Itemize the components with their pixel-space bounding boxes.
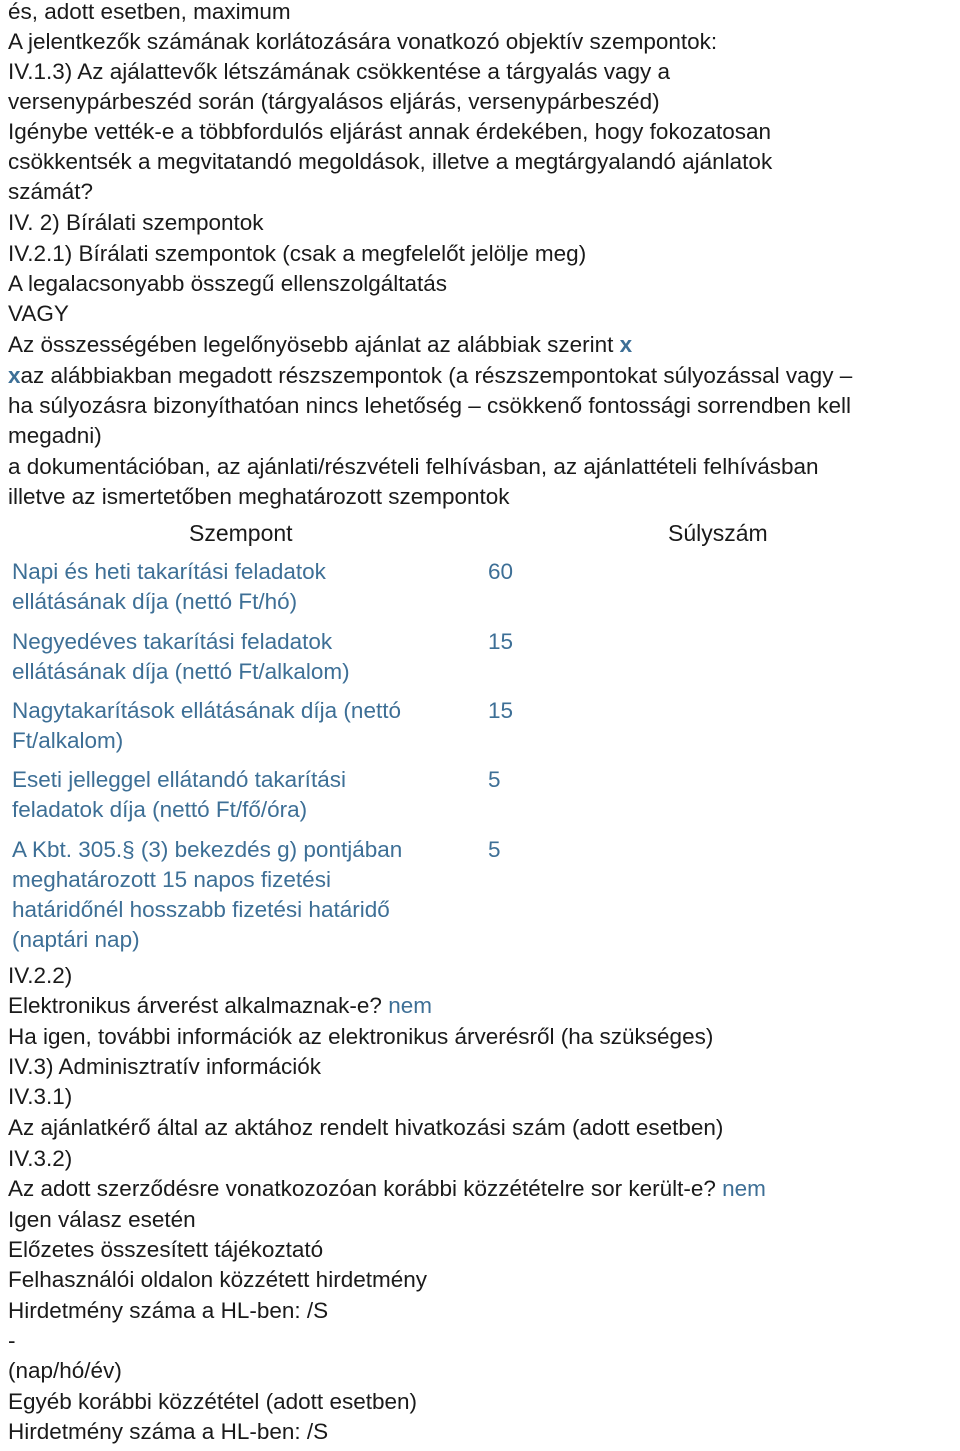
section-heading-iv-2: IV. 2) Bírálati szempontok xyxy=(8,210,264,235)
selected-mark: x xyxy=(8,363,21,388)
text-line: a dokumentációban, az ajánlati/részvételi felhívásban, az ajánlattételi felhívásban xyxy=(8,454,819,479)
criterion-cell: Eseti jelleggel ellátandó takarítási feladatok díja (nettó Ft/fő/óra) xyxy=(12,767,346,822)
section-heading-iv-1-3: IV.1.3) Az ajálattevők létszámának csökkentése a tárgyalás vagy a xyxy=(8,59,671,84)
criterion-cell: Negyedéves takarítási feladatok ellátásának díja (nettó Ft/alkalom) xyxy=(12,629,350,684)
prior-publication-question xyxy=(8,1174,766,1204)
text-line: (nap/hó/év) xyxy=(8,1358,122,1383)
prior-publication-answer: nem xyxy=(722,1176,766,1201)
auction-question xyxy=(8,991,432,1021)
auction-info: Ha igen, további információk az elektronikus árverésről (ha szükséges) xyxy=(8,1024,714,1049)
text-line: Igénybe vették-e a többfordulós eljárást annak érdekében, hogy fokozatosan xyxy=(8,119,772,144)
auction-answer: nem xyxy=(388,993,432,1018)
text-line: illetve az ismertetőben meghatározott szempontok xyxy=(8,484,510,509)
text-line: ha súlyozásra bizonyíthatóan nincs lehetőség – csökkenő fontossági sorrendben kell xyxy=(8,393,852,418)
weight-column-header: Súlyszám xyxy=(668,520,768,546)
lowest-price-option: A legalacsonyabb összegű ellenszolgáltatás xyxy=(8,271,448,296)
text-line: versenypárbeszéd során (tárgyalásos eljárás, versenypárbeszéd) xyxy=(8,89,660,114)
criterion-cell: Napi és heti takarítási feladatok ellátásának díja (nettó Ft/hó) xyxy=(12,559,326,614)
criterion-cell: Nagytakarítások ellátásának díja (nettó Ft/alkalom) xyxy=(12,698,401,753)
weight-cell: 5 xyxy=(488,767,501,792)
text-line: Felhasználói oldalon közzétett hirdetmény xyxy=(8,1267,427,1292)
section-heading-iv-2-1: IV.2.1) Bírálati szempontok (csak a megfelelőt jelölje meg) xyxy=(8,241,587,266)
text-line: Egyéb korábbi közzététel (adott esetben) xyxy=(8,1389,417,1414)
text-line: számát? xyxy=(8,179,94,204)
reference-number-label: Az ajánlatkérő által az aktához rendelt hivatkozási szám (adott esetben) xyxy=(8,1115,724,1140)
section-heading-iv-3-2: IV.3.2) xyxy=(8,1146,73,1171)
best-value-label: Az összességében legelőnyösebb ajánlat az alábbiak szerint xyxy=(8,332,614,357)
subcriteria-label: az alábbiakban megadott részszempontok (a részszempontokat súlyozással vagy – xyxy=(20,363,853,388)
weight-cell: 15 xyxy=(488,698,514,723)
weight-cell: 5 xyxy=(488,837,501,862)
criterion-column-header: Szempont xyxy=(189,520,293,546)
text-line: és, adott esetben, maximum xyxy=(8,0,291,24)
or-separator: VAGY xyxy=(8,301,69,326)
prior-publication-label: Az adott szerződésre vonatkozozóan korábbi közzétételre sor került-e? xyxy=(8,1176,716,1201)
subcriteria-option xyxy=(8,361,852,391)
text-line: Előzetes összesített tájékoztató xyxy=(8,1237,324,1262)
auction-question-label: Elektronikus árverést alkalmaznak-e? xyxy=(8,993,382,1018)
text-line: Hirdetmény száma a HL-ben: /S xyxy=(8,1419,329,1444)
section-heading-iv-2-2: IV.2.2) xyxy=(8,963,73,988)
weight-cell: 60 xyxy=(488,559,514,584)
text-line: Hirdetmény száma a HL-ben: /S xyxy=(8,1298,329,1323)
section-heading-iv-3: IV.3) Adminisztratív információk xyxy=(8,1054,322,1079)
weight-cell: 15 xyxy=(488,629,514,654)
selected-mark: x xyxy=(619,332,633,357)
text-line: A jelentkezők számának korlátozására vonatkozó objektív szempontok: xyxy=(8,29,718,54)
criterion-cell: A Kbt. 305.§ (3) bekezdés g) pontjában meghatározott 15 napos fizetési határidőnél hosszabb fizetési határidő (naptári nap) xyxy=(12,837,403,952)
text-line: megadni) xyxy=(8,423,102,448)
best-value-option xyxy=(8,330,632,360)
text-line: - xyxy=(8,1328,16,1353)
section-heading-iv-3-1: IV.3.1) xyxy=(8,1084,73,1109)
text-line: Igen válasz esetén xyxy=(8,1207,196,1232)
text-line: csökkentsék a megvitatandó megoldások, illetve a megtárgyalandó ajánlatok xyxy=(8,149,773,174)
